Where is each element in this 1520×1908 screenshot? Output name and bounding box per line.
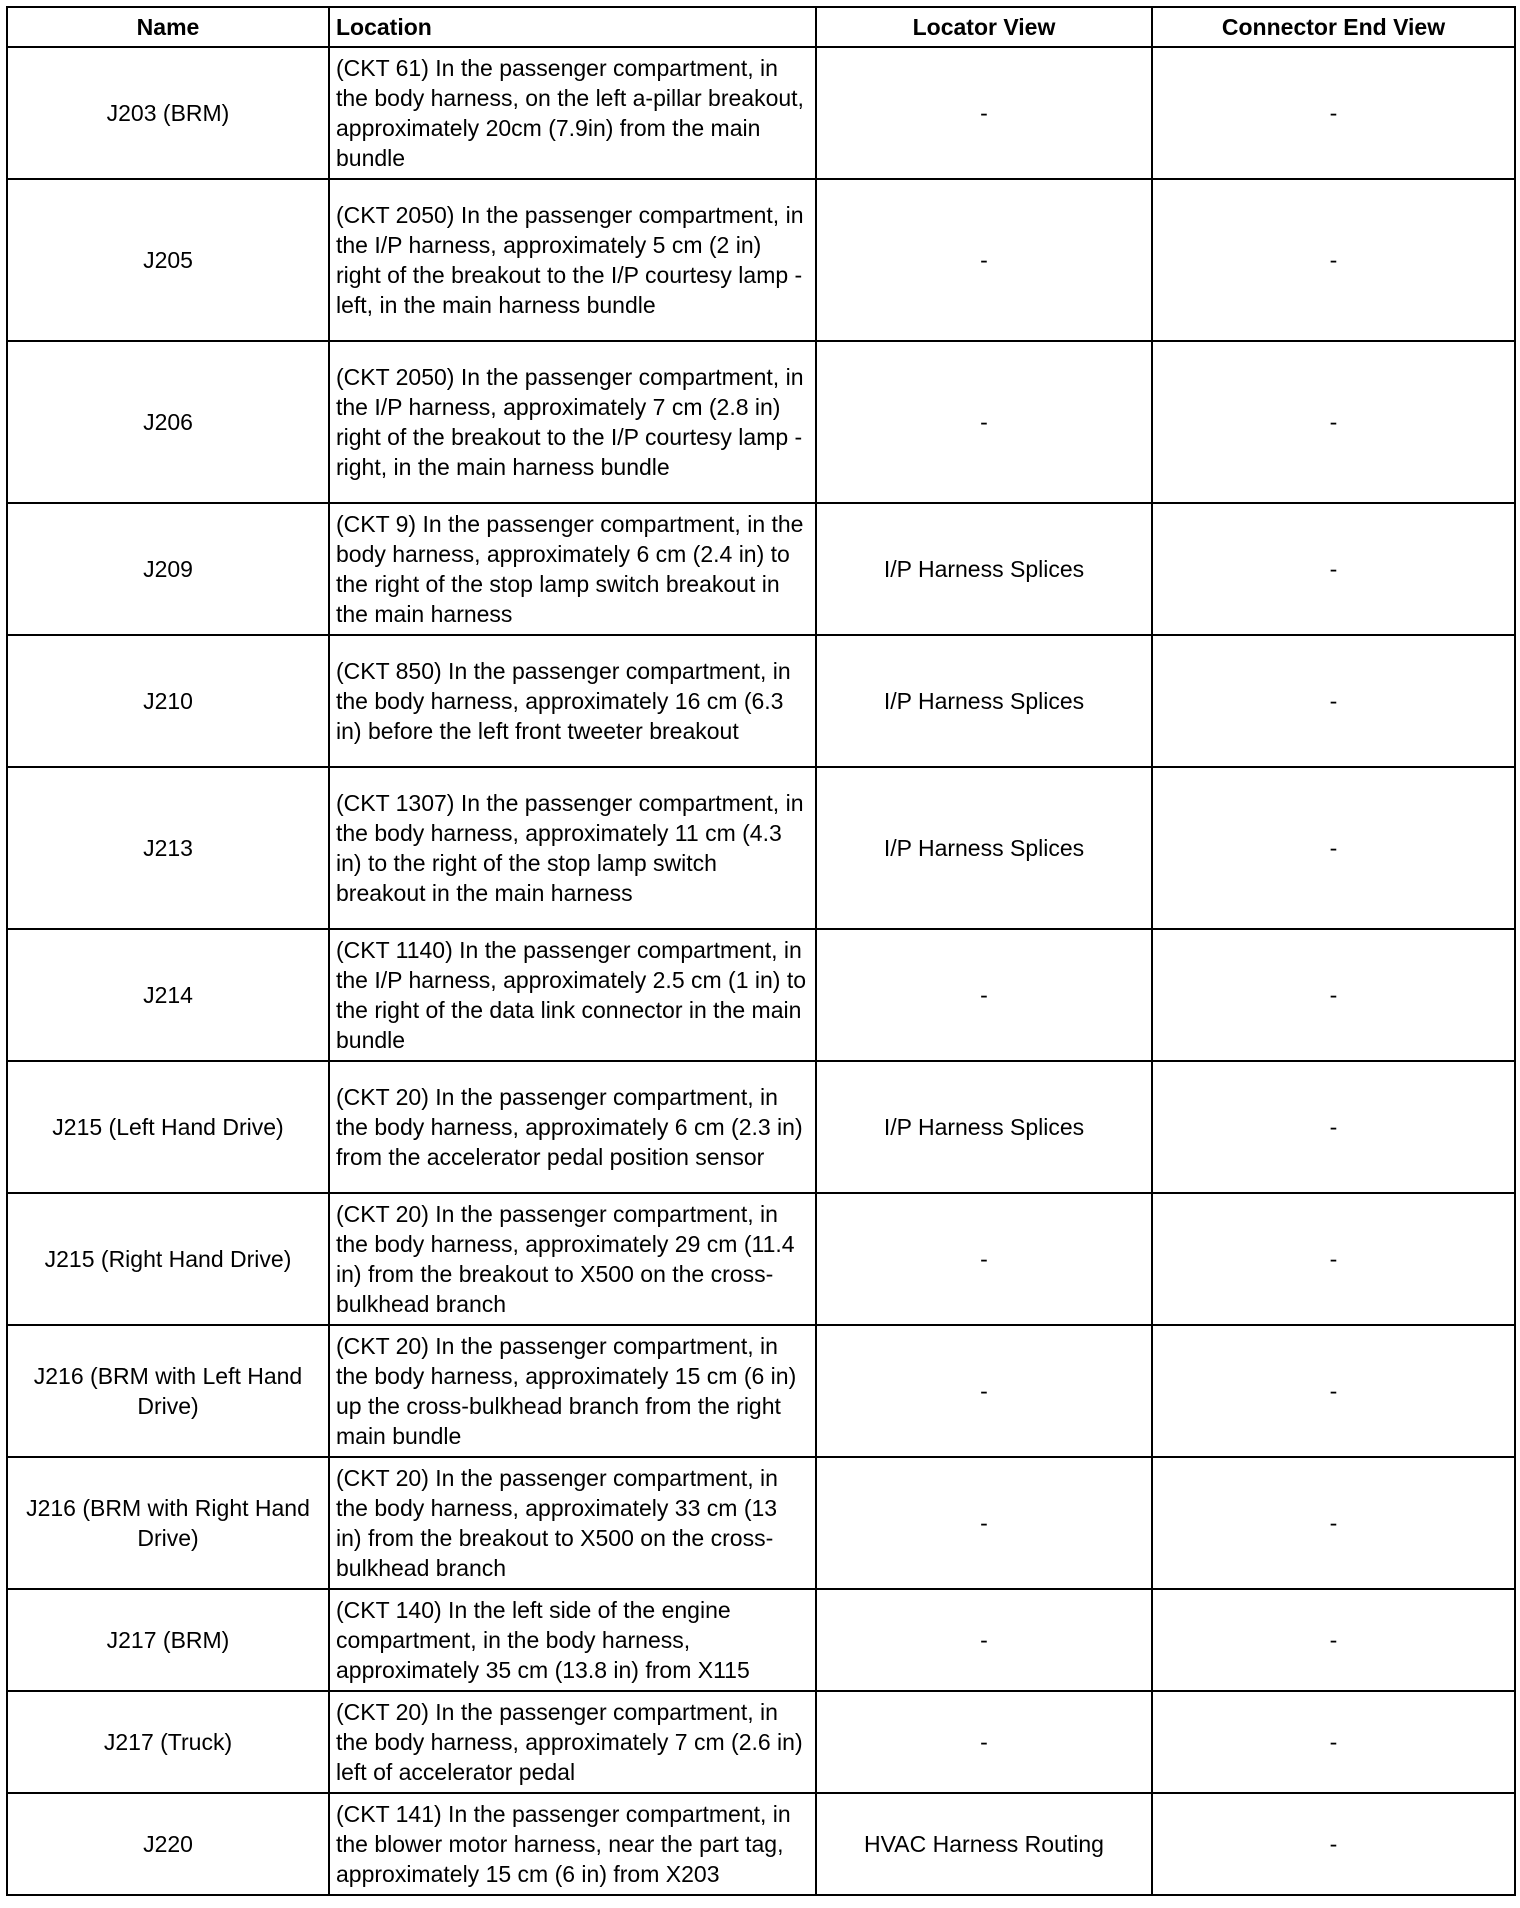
cell-connector-end-view: - [1152, 635, 1515, 767]
cell-location: (CKT 2050) In the passenger compartment, in the I/P harness, approximately 5 cm (2 in) right of the breakout to the I/P courtesy lamp - left, in the main harness bundle [329, 179, 816, 341]
cell-locator-view: - [816, 929, 1152, 1061]
cell-location: (CKT 140) In the left side of the engine compartment, in the body harness, approximately 35 cm (13.8 in) from X115 [329, 1589, 816, 1691]
table-row [7, 1061, 1515, 1193]
cell-location: (CKT 20) In the passenger compartment, in the body harness, approximately 15 cm (6 in) up the cross-bulkhead branch from the right main bundle [329, 1325, 816, 1457]
cell-name: J217 (BRM) [7, 1589, 329, 1691]
cell-connector-end-view: - [1152, 341, 1515, 503]
cell-connector-end-view: - [1152, 1325, 1515, 1457]
cell-location: (CKT 9) In the passenger compartment, in the body harness, approximately 6 cm (2.4 in) to the right of the stop lamp switch breakout in the main harness [329, 503, 816, 635]
cell-connector-end-view: - [1152, 1793, 1515, 1895]
cell-name: J215 (Left Hand Drive) [7, 1061, 329, 1193]
header-connector-end-view: Connector End View [1152, 7, 1515, 47]
cell-locator-view: - [816, 1193, 1152, 1325]
splice-location-table [6, 6, 1516, 1896]
cell-connector-end-view: - [1152, 1457, 1515, 1589]
cell-locator-view: I/P Harness Splices [816, 1061, 1152, 1193]
cell-location: (CKT 20) In the passenger compartment, in the body harness, approximately 7 cm (2.6 in) left of accelerator pedal [329, 1691, 816, 1793]
cell-location: (CKT 20) In the passenger compartment, in the body harness, approximately 33 cm (13 in) from the breakout to X500 on the cross-bulkhead branch [329, 1457, 816, 1589]
header-locator-view: Locator View [816, 7, 1152, 47]
header-location: Location [329, 7, 816, 47]
cell-location: (CKT 1140) In the passenger compartment, in the I/P harness, approximately 2.5 cm (1 in) to the right of the data link connector in the main bundle [329, 929, 816, 1061]
cell-locator-view: - [816, 179, 1152, 341]
cell-locator-view: - [816, 1457, 1152, 1589]
cell-location: (CKT 2050) In the passenger compartment, in the I/P harness, approximately 7 cm (2.8 in) right of the breakout to the I/P courtesy lamp - right, in the main harness bundle [329, 341, 816, 503]
table-row [7, 47, 1515, 179]
table-header-row [7, 7, 1515, 47]
table-row [7, 1793, 1515, 1895]
table-row [7, 1589, 1515, 1691]
cell-connector-end-view: - [1152, 1589, 1515, 1691]
cell-location: (CKT 61) In the passenger compartment, in the body harness, on the left a-pillar breakout, approximately 20cm (7.9in) from the main bundle [329, 47, 816, 179]
cell-connector-end-view: - [1152, 179, 1515, 341]
cell-connector-end-view: - [1152, 1061, 1515, 1193]
cell-name: J216 (BRM with Left Hand Drive) [7, 1325, 329, 1457]
cell-connector-end-view: - [1152, 47, 1515, 179]
table-row [7, 635, 1515, 767]
cell-name: J215 (Right Hand Drive) [7, 1193, 329, 1325]
table-row [7, 1457, 1515, 1589]
cell-connector-end-view: - [1152, 767, 1515, 929]
cell-locator-view: - [816, 1325, 1152, 1457]
cell-locator-view: - [816, 47, 1152, 179]
cell-connector-end-view: - [1152, 929, 1515, 1061]
cell-locator-view: I/P Harness Splices [816, 635, 1152, 767]
cell-connector-end-view: - [1152, 1691, 1515, 1793]
cell-name: J220 [7, 1793, 329, 1895]
table-row [7, 179, 1515, 341]
cell-locator-view: - [816, 1589, 1152, 1691]
cell-locator-view: I/P Harness Splices [816, 767, 1152, 929]
table-row [7, 767, 1515, 929]
cell-name: J210 [7, 635, 329, 767]
cell-name: J203 (BRM) [7, 47, 329, 179]
cell-location: (CKT 20) In the passenger compartment, in the body harness, approximately 29 cm (11.4 in) from the breakout to X500 on the cross-bulkhead branch [329, 1193, 816, 1325]
cell-connector-end-view: - [1152, 503, 1515, 635]
cell-locator-view: HVAC Harness Routing [816, 1793, 1152, 1895]
cell-connector-end-view: - [1152, 1193, 1515, 1325]
cell-name: J209 [7, 503, 329, 635]
cell-name: J214 [7, 929, 329, 1061]
cell-name: J213 [7, 767, 329, 929]
cell-location: (CKT 141) In the passenger compartment, in the blower motor harness, near the part tag, approximately 15 cm (6 in) from X203 [329, 1793, 816, 1895]
cell-name: J217 (Truck) [7, 1691, 329, 1793]
table-row [7, 1325, 1515, 1457]
cell-location: (CKT 20) In the passenger compartment, in the body harness, approximately 6 cm (2.3 in) from the accelerator pedal position sensor [329, 1061, 816, 1193]
table-row [7, 503, 1515, 635]
cell-name: J206 [7, 341, 329, 503]
table-row [7, 1193, 1515, 1325]
table-row [7, 1691, 1515, 1793]
cell-locator-view: I/P Harness Splices [816, 503, 1152, 635]
cell-locator-view: - [816, 341, 1152, 503]
cell-locator-view: - [816, 1691, 1152, 1793]
cell-location: (CKT 1307) In the passenger compartment, in the body harness, approximately 11 cm (4.3 in) to the right of the stop lamp switch breakout in the main harness [329, 767, 816, 929]
table-row [7, 341, 1515, 503]
table-row [7, 929, 1515, 1061]
cell-location: (CKT 850) In the passenger compartment, in the body harness, approximately 16 cm (6.3 in) before the left front tweeter breakout [329, 635, 816, 767]
splice-table-container [6, 6, 1514, 1896]
header-name: Name [7, 7, 329, 47]
cell-name: J216 (BRM with Right Hand Drive) [7, 1457, 329, 1589]
cell-name: J205 [7, 179, 329, 341]
